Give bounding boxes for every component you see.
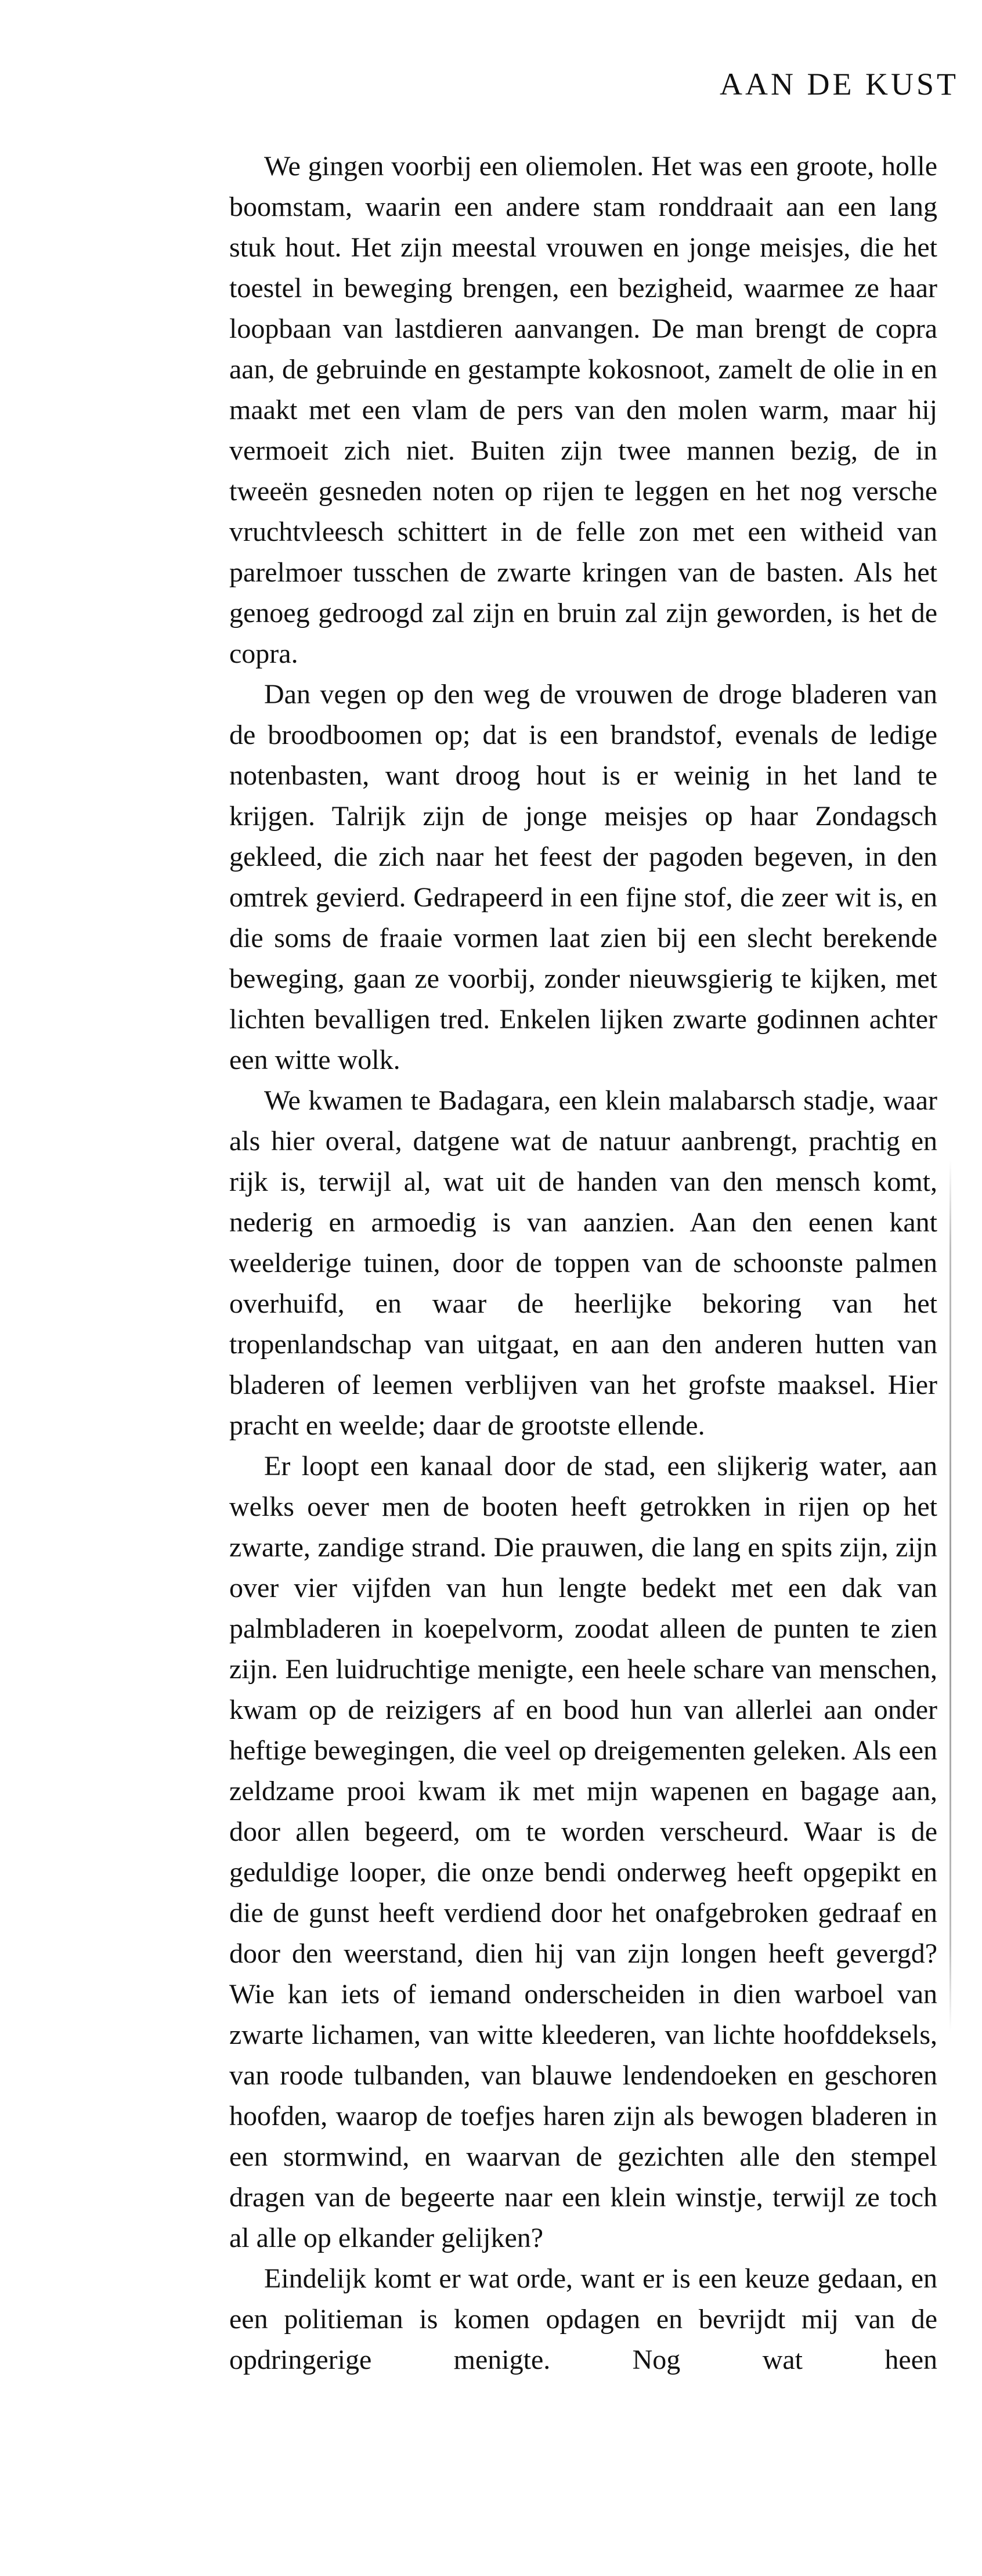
paragraph-5: Eindelijk komt er wat orde, want er is een keuze gedaan, en een politieman is komen opdagen en bevrijdt mij van de opdringerige menigte. Nog wat heen	[229, 2263, 937, 2375]
page-edge-rule	[949, 1161, 951, 2031]
paragraph-4: Er loopt een kanaal door de stad, een slijkerig water, aan welks oever men de booten heeft getrokken in rijen op het zwarte, zandige strand. Die prauwen, die lang en spits zijn, zijn over vier vijfden van hun lengte bedekt met een dak van palmbladeren in koepelvorm, zoodat alleen de punten te zien zijn. Een luidruchtige menigte, een heele schare van menschen, kwam op de reizigers af en bood hun van allerlei aan onder heftige bewegingen, die veel op dreigementen geleken. Als een zeldzame prooi kwam ik met mijn wapenen en bagage aan, door allen begeerd, om te worden verscheurd. Waar is de geduldige looper, die onze bendi onderweg heeft opgepikt en die de gunst heeft verdiend door het onafgebroken gedraaf en door den weerstand, dien hij van zijn longen heeft gevergd? Wie kan iets of iemand onderscheiden in dien warboel van zwarte lichamen, van witte kleederen, van lichte hoofddeksels, van roode tulbanden, van blauwe lendendoeken en geschoren hoofden, waarop de toefjes haren zijn als bewogen bladeren in een stormwind, en waarvan de gezichten alle den stempel dragen van de begeerte naar een klein winstje, terwijl ze toch al alle op elkander gelijken?	[229, 1451, 937, 2253]
paragraph-2: Dan vegen op den weg de vrouwen de droge bladeren van de broodboomen op; dat is een brandstof, evenals de ledige notenbasten, want droog hout is er weinig in het land te krijgen. Talrijk zijn de jonge meisjes op haar Zondagsch gekleed, die zich naar het feest der pagoden begeven, in den omtrek gevierd. Gedrapeerd in een fijne stof, die zeer wit is, en die soms de fraaie vormen laat zien bij een slecht berekende beweging, gaan ze voorbij, zonder nieuwsgierig te kijken, met lichten bevalligen tred. Enkelen lijken zwarte godinnen achter een witte wolk.	[229, 679, 937, 1075]
running-header: AAN DE KUST	[720, 67, 959, 102]
paragraph-1: We gingen voorbij een oliemolen. Het was een groote, holle boomstam, waarin een andere stam ronddraait aan een lang stuk hout. Het zijn meestal vrouwen en jonge meisjes, die het toestel in beweging brengen, een bezigheid, waarmee ze haar loopbaan van lastdieren aanvangen. De man brengt de copra aan, de gebruinde en gestampte kokosnoot, zamelt de olie in en maakt met een vlam de pers van den molen warm, maar hij vermoeit zich niet. Buiten zijn twee mannen bezig, de in tweeën gesneden noten op rijen te leggen en het nog versche vruchtvleesch schittert in de felle zon met een witheid van parelmoer tusschen de zwarte kringen van de basten. Als het genoeg gedroogd zal zijn en bruin zal zijn geworden, is het de copra.	[229, 151, 937, 669]
paragraph-3: We kwamen te Badagara, een klein malabarsch stadje, waar als hier overal, datgene wat de natuur aanbrengt, prachtig en rijk is, terwijl al, wat uit de handen van den mensch komt, nederig en armoedig is van aanzien. Aan den eenen kant weelderige tuinen, door de toppen van de schoonste palmen overhuifd, en waar de heerlijke bekoring van het tropenlandschap van uitgaat, en aan den anderen hutten van bladeren of leemen verblijven van het grofste maaksel. Hier pracht en weelde; daar de grootste ellende.	[229, 1085, 937, 1441]
page-body	[229, 146, 937, 2380]
